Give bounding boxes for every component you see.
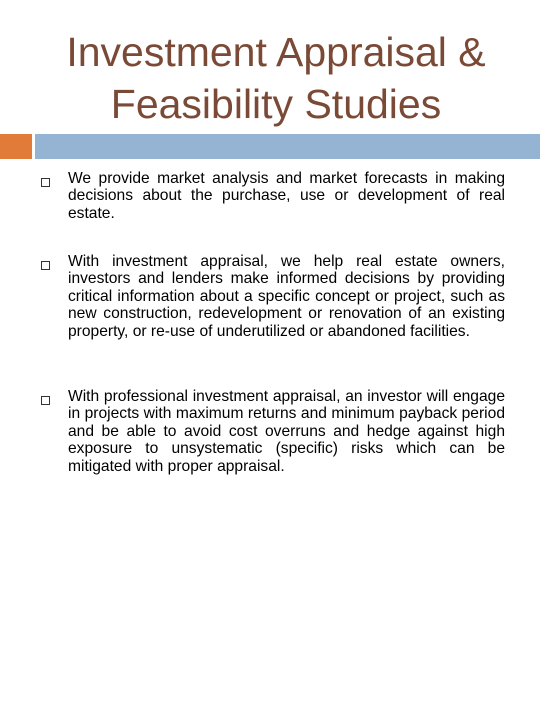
bullet-text: We provide market analysis and market forecasts in making decisions about the purchase, use or development of real estate.	[68, 170, 505, 222]
square-bullet-icon	[41, 396, 50, 405]
accent-bar-orange	[0, 134, 32, 159]
bullet-text: With investment appraisal, we help real estate owners, investors and lenders make informed decisions by providing critical information about a specific concept or project, such as new construction, redevelopment or renovation of an existing property, or re-use of underutilized or abandoned facilities.	[68, 253, 505, 340]
square-bullet-icon	[41, 261, 50, 270]
square-bullet-icon	[41, 178, 50, 187]
slide-title: Investment Appraisal & Feasibility Studies	[66, 29, 486, 127]
bullet-text: With professional investment appraisal, an investor will engage in projects with maximum returns and minimum payback period and be able to avoid cost overruns and hedge against high exposure to unsystematic (specific) risks which can be mitigated with proper appraisal.	[68, 388, 505, 475]
accent-bar-blue	[35, 134, 540, 159]
